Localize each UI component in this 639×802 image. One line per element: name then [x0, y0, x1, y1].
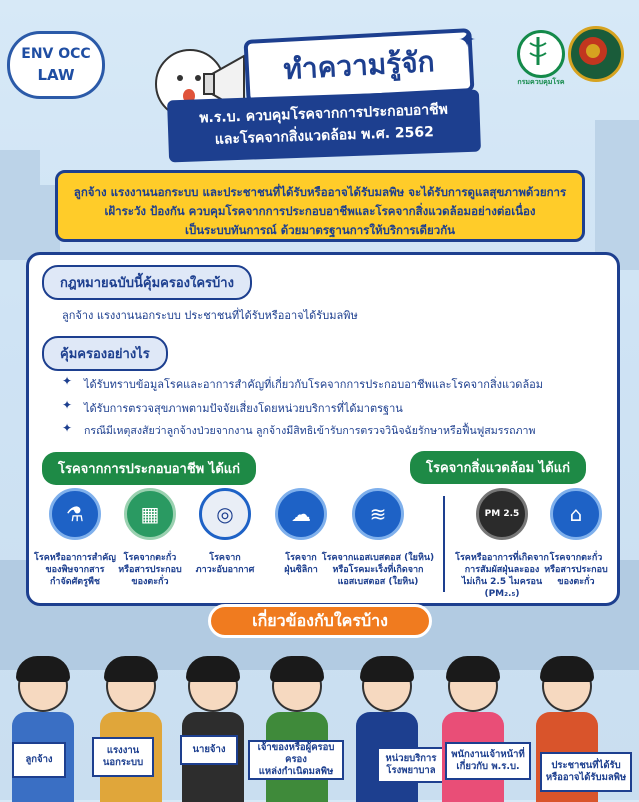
person-sign: หน่วยบริการ โรงพยาบาล [377, 747, 445, 783]
related-heading: เกี่ยวข้องกับใครบ้าง [208, 604, 432, 638]
intro-box: ลูกจ้าง แรงงานนอกระบบ และประชาชนที่ได้รับหรืออาจได้รับมลพิษ จะได้รับการดูแลสุขภาพด้วยการ เฝ้าระวัง ป้องกัน ควบคุมโรคจากการประกอบอาชีพและโรคจากสิ่งแวดล้อมอย่างต่อเนื่อง เป็นระบบทันการณ์ ด้วยมาตรฐานการให้บริการเดียวกัน [55, 170, 585, 242]
disease-caption: โรคจากตะกั่ว หรือสารประกอบ ของตะกั่ว [544, 553, 608, 587]
person-sign: นายจ้าง [180, 735, 238, 765]
environmental-heading: โรคจากสิ่งแวดล้อม ได้แก่ [410, 451, 586, 484]
factory-silhouette [0, 150, 40, 260]
dept-label: กรมควบคุมโรค [517, 78, 565, 86]
act-name-line2: และโรคจากสิ่งแวดล้อม พ.ศ. 2562 [214, 124, 435, 148]
section-divider [443, 496, 445, 592]
caduceus-icon [520, 33, 556, 69]
person-hair [360, 656, 414, 682]
protection-item: ได้รับการตรวจสุขภาพตามปัจจัยเสี่ยงโดยหน่วยบริการที่ได้มาตรฐาน [84, 402, 403, 415]
person-hair [186, 656, 240, 682]
protection-heading: คุ้มครองอย่างไร [42, 336, 168, 371]
sprayer-icon: ⚗ [49, 488, 101, 540]
occupational-heading: โรคจากการประกอบอาชีพ ได้แก่ [42, 452, 256, 485]
star-bullet-icon: ✦ [62, 421, 73, 435]
ddc-seal-icon [568, 26, 624, 82]
person-hair [540, 656, 594, 682]
dust-cloud-icon: ☁ [275, 488, 327, 540]
person-hair [104, 656, 158, 682]
protection-item: กรณีมีเหตุสงสัยว่าลูกจ้างป่วยจากงาน ลูกจ้างมีสิทธิเข้ารับการตรวจวินิจฉัยรักษาหรือฟื้นฟูสมรรถภาพ [84, 425, 536, 437]
factory-silhouette [595, 120, 639, 270]
disease-caption: โรคจากแอสเบสตอส (ใยหิน) หรือโรคมะเร็งที่เกิดจาก แอสเบสตอส (ใยหิน) [321, 553, 435, 587]
disease-caption: โรคจาก ฝุ่นซิลิกา [284, 553, 318, 575]
protection-item: ได้รับทราบข้อมูลโรคและอาการสำคัญที่เกี่ยวกับโรคจากการประกอบอาชีพและโรคจากสิ่งแวดล้อม [84, 378, 544, 391]
person-figure [96, 660, 166, 800]
env-occ-law-logo: ENV OCC LAW [10, 34, 102, 96]
disease-caption: โรคหรืออาการที่เกิดจาก การสัมผัสฝุ่นละออง ไม่เกิน 2.5 ไมครอน (PM₂.₅) [455, 553, 549, 599]
person-sign: ประชาชนที่ได้รับ หรืออาจได้รับมลพิษ [540, 752, 632, 792]
disease-caption: โรคหรืออาการสำคัญ ของพิษจากสาร กำจัดศัตรูพืช [34, 553, 116, 587]
person-figure [8, 660, 78, 800]
sparkle-icon: ✦ [458, 28, 477, 53]
star-bullet-icon: ✦ [62, 374, 73, 388]
person-sign: เจ้าของหรือผู้ครอบครอง แหล่งกำเนิดมลพิษ [248, 740, 344, 780]
disease-caption: โรคจาก ภาวะอับอากาศ [195, 553, 255, 575]
coverage-text: ลูกจ้าง แรงงานนอกระบบ ประชาชนที่ได้รับหรืออาจได้รับมลพิษ [62, 309, 358, 322]
act-name-line1: พ.ร.บ. ควบคุมโรคจากการประกอบอาชีพ [199, 101, 449, 127]
playground-icon: ⌂ [550, 488, 602, 540]
person-sign: พนักงานเจ้าหน้าที่ เกี่ยวกับ พ.ร.บ. [445, 742, 531, 780]
person-hair [446, 656, 500, 682]
star-bullet-icon: ✦ [62, 398, 73, 412]
coverage-heading: กฎหมายฉบับนี้คุ้มครองใครบ้าง [42, 265, 252, 300]
person-hair [270, 656, 324, 682]
person-figure [178, 660, 248, 800]
asbestos-pipe-icon: ≋ [352, 488, 404, 540]
moph-seal-icon [517, 30, 565, 86]
circuit-chip-icon: ▦ [124, 488, 176, 540]
pressure-chamber-icon: ◎ [199, 488, 251, 540]
person-hair [16, 656, 70, 682]
pm25-icon: PM 2.5 [476, 488, 528, 540]
disease-caption: โรคจากตะกั่ว หรือสารประกอบ ของตะกั่ว [118, 553, 182, 587]
page-title: ทำความรู้จัก [282, 45, 436, 86]
person-sign: ลูกจ้าง [12, 742, 66, 778]
act-name-banner [167, 90, 481, 163]
person-sign: แรงงาน นอกระบบ [92, 737, 154, 777]
